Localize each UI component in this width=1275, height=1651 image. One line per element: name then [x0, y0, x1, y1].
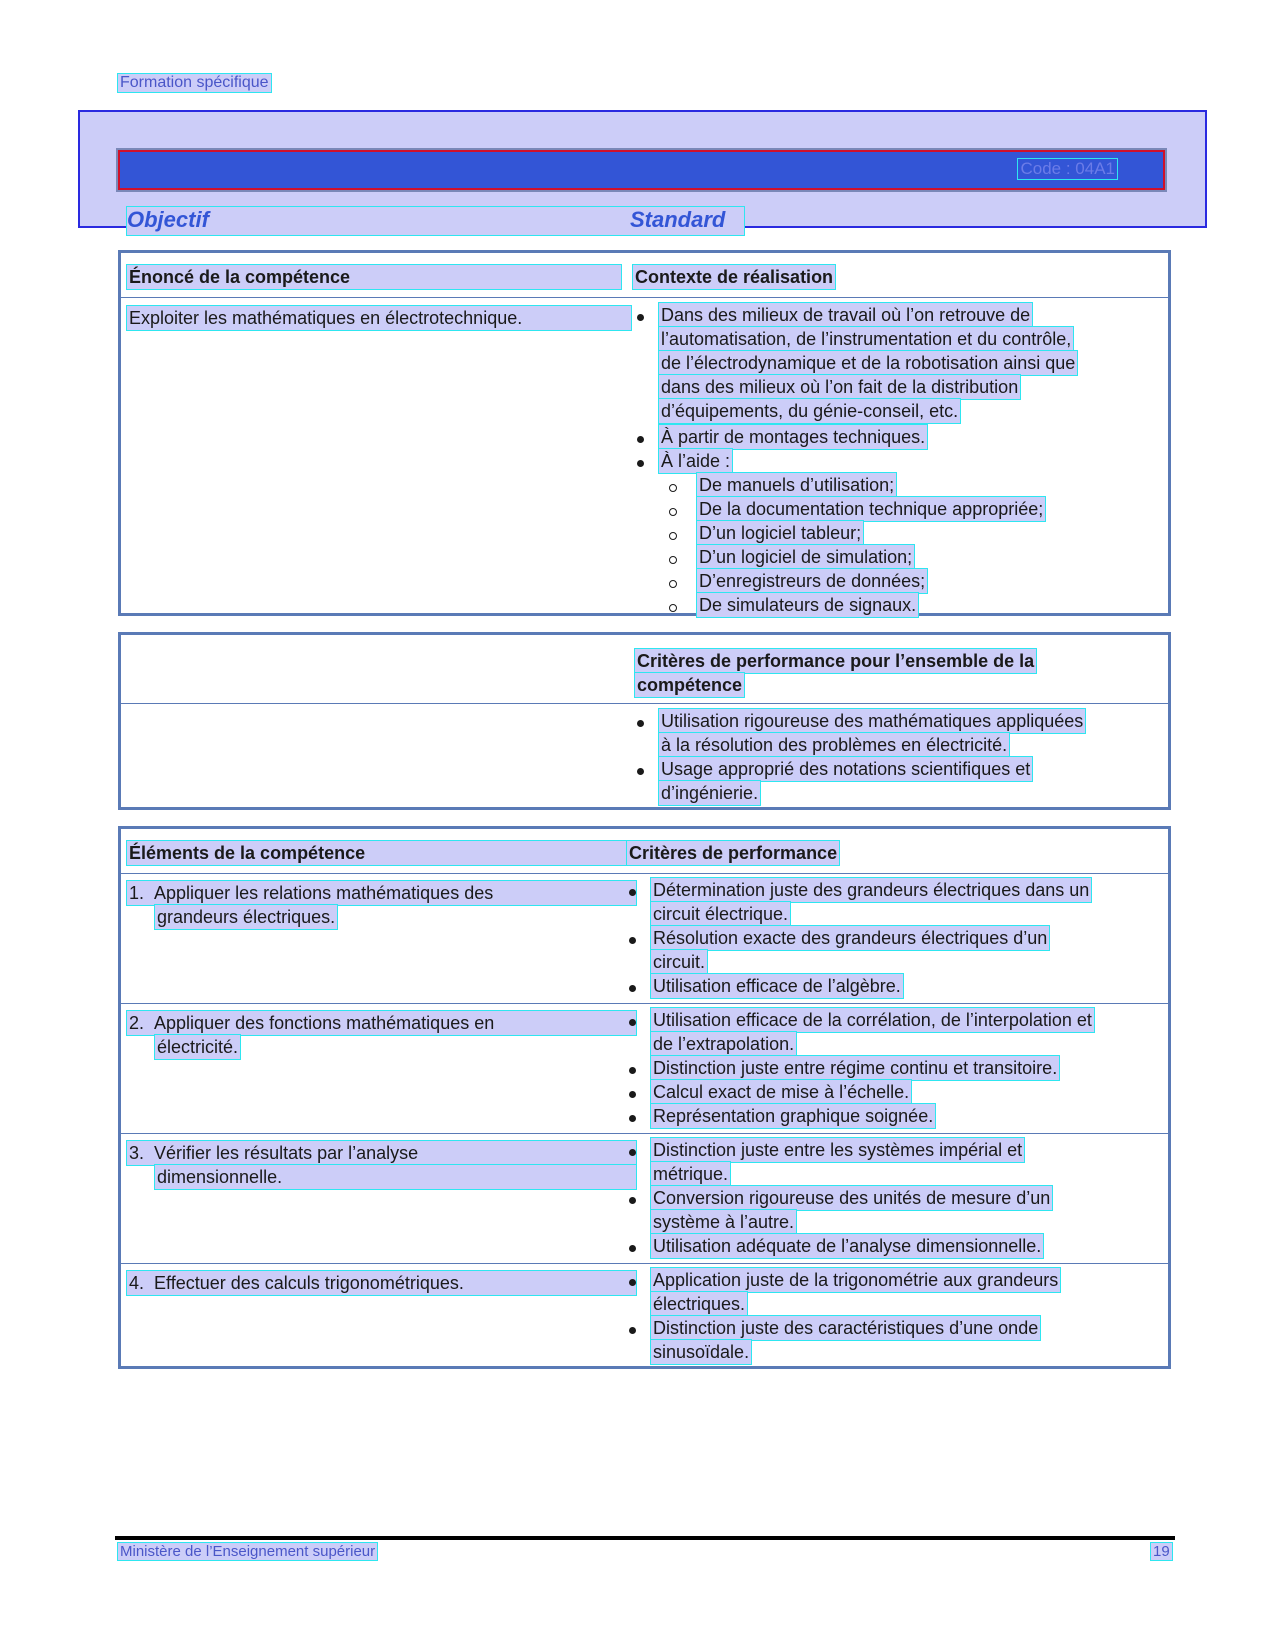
- aide-item: De la documentation technique appropriée;: [699, 499, 1044, 519]
- aide-item: De simulateurs de signaux.: [699, 595, 917, 615]
- contexte-header: Contexte de réalisation: [635, 267, 834, 287]
- sub-bullet: [669, 580, 677, 588]
- element-line: dimensionnelle.: [155, 1165, 636, 1189]
- competency-code: Code : 04A1: [1020, 159, 1115, 178]
- bullet: [629, 1327, 636, 1334]
- critere-line: système à l’autre.: [653, 1212, 795, 1232]
- sub-bullet: [669, 484, 677, 492]
- sub-bullet: [669, 508, 677, 516]
- sub-bullet: [669, 604, 677, 612]
- critere-line: à la résolution des problèmes en électricité.: [661, 735, 1008, 755]
- aide-item: D’enregistreurs de données;: [699, 571, 926, 591]
- critere-line: Distinction juste entre les systèmes impérial et: [653, 1140, 1023, 1160]
- critere-line: Détermination juste des grandeurs électriques dans un: [653, 880, 1090, 900]
- contexte-line: de l’électrodynamique et de la robotisation ainsi que: [661, 353, 1076, 373]
- contexte-line: dans des milieux où l’on fait de la distribution: [661, 377, 1019, 397]
- standard-label: Standard: [630, 207, 726, 232]
- element-line: électricité.: [157, 1037, 239, 1057]
- aide-item: De manuels d’utilisation;: [699, 475, 895, 495]
- bullet: [637, 720, 644, 727]
- critere-line: d’ingénierie.: [661, 783, 759, 803]
- running-head: Formation spécifique: [120, 74, 269, 91]
- critere-line: Distinction juste entre régime continu et transitoire.: [653, 1058, 1058, 1078]
- enonce-header: Énoncé de la compétence: [127, 265, 621, 289]
- footer-rule: [115, 1536, 1175, 1540]
- element-row: 1. Appliquer les relations mathématiques des: [127, 881, 636, 905]
- table-elements-criteres: [118, 826, 1171, 1369]
- criteres-header: Critères de performance: [629, 843, 838, 863]
- criteres-ensemble-header: compétence: [637, 675, 743, 695]
- contexte-line: d’équipements, du génie-conseil, etc.: [661, 401, 959, 421]
- element-line: grandeurs électriques.: [157, 907, 336, 927]
- aide-item: D’un logiciel de simulation;: [699, 547, 913, 567]
- objectif-label: Objectif: [127, 207, 209, 232]
- sub-bullet: [669, 556, 677, 564]
- contexte-line: À l’aide :: [661, 451, 731, 471]
- bullet: [637, 314, 644, 321]
- footer-ministry: Ministère de l’Enseignement supérieur: [120, 1543, 376, 1560]
- bullet: [629, 1115, 636, 1122]
- critere-line: métrique.: [653, 1164, 729, 1184]
- bullet: [629, 1245, 636, 1252]
- critere-line: de l’extrapolation.: [653, 1034, 795, 1054]
- critere-line: Utilisation efficace de l’algèbre.: [653, 976, 901, 996]
- critere-line: Résolution exacte des grandeurs électriques d’un: [653, 928, 1048, 948]
- element-row: 3. Vérifier les résultats par l’analyse: [127, 1141, 636, 1165]
- bullet: [629, 985, 636, 992]
- contexte-line: l’automatisation, de l’instrumentation et du contrôle,: [661, 329, 1072, 349]
- critere-line: Utilisation efficace de la corrélation, de l’interpolation et: [653, 1010, 1092, 1030]
- critere-line: électriques.: [653, 1294, 746, 1314]
- bullet: [629, 1279, 636, 1286]
- bullet: [629, 937, 636, 944]
- objectif-standard-row: [127, 207, 744, 235]
- aide-item: D’un logiciel tableur;: [699, 523, 862, 543]
- critere-line: sinusoïdale.: [653, 1342, 750, 1362]
- critere-line: Application juste de la trigonométrie aux grandeurs: [653, 1270, 1059, 1290]
- bullet: [637, 460, 644, 467]
- table-enonce-contexte: [118, 250, 1171, 616]
- enonce-text: Exploiter les mathématiques en électrotechnique.: [127, 306, 631, 330]
- critere-line: Représentation graphique soignée.: [653, 1106, 934, 1126]
- critere-line: Usage approprié des notations scientifiques et: [661, 759, 1031, 779]
- criteres-ensemble-header: Critères de performance pour l’ensemble de la: [637, 651, 1035, 671]
- sub-bullet: [669, 532, 677, 540]
- critere-line: circuit électrique.: [653, 904, 789, 924]
- element-row: 2. Appliquer des fonctions mathématiques en: [127, 1011, 636, 1035]
- bullet: [629, 1019, 636, 1026]
- critere-line: Utilisation adéquate de l’analyse dimensionnelle.: [653, 1236, 1042, 1256]
- bullet: [637, 768, 644, 775]
- bullet: [629, 1091, 636, 1098]
- bullet: [629, 1197, 636, 1204]
- bullet: [629, 1067, 636, 1074]
- table-criteres-ensemble: [118, 632, 1171, 810]
- bullet: [629, 889, 636, 896]
- element-row: 4. Effectuer des calculs trigonométriques.: [127, 1271, 636, 1295]
- critere-line: Calcul exact de mise à l’échelle.: [653, 1082, 910, 1102]
- code-bar: [118, 150, 1165, 190]
- bullet: [637, 436, 644, 443]
- page-number: 19: [1153, 1543, 1170, 1560]
- elements-header: Éléments de la compétence: [127, 841, 631, 865]
- contexte-line: Dans des milieux de travail où l’on retrouve de: [661, 305, 1031, 325]
- critere-line: Utilisation rigoureuse des mathématiques appliquées: [661, 711, 1084, 731]
- contexte-line: À partir de montages techniques.: [661, 427, 926, 447]
- critere-line: Conversion rigoureuse des unités de mesure d’un: [653, 1188, 1051, 1208]
- critere-line: circuit.: [653, 952, 706, 972]
- critere-line: Distinction juste des caractéristiques d’une onde: [653, 1318, 1039, 1338]
- bullet: [629, 1149, 636, 1156]
